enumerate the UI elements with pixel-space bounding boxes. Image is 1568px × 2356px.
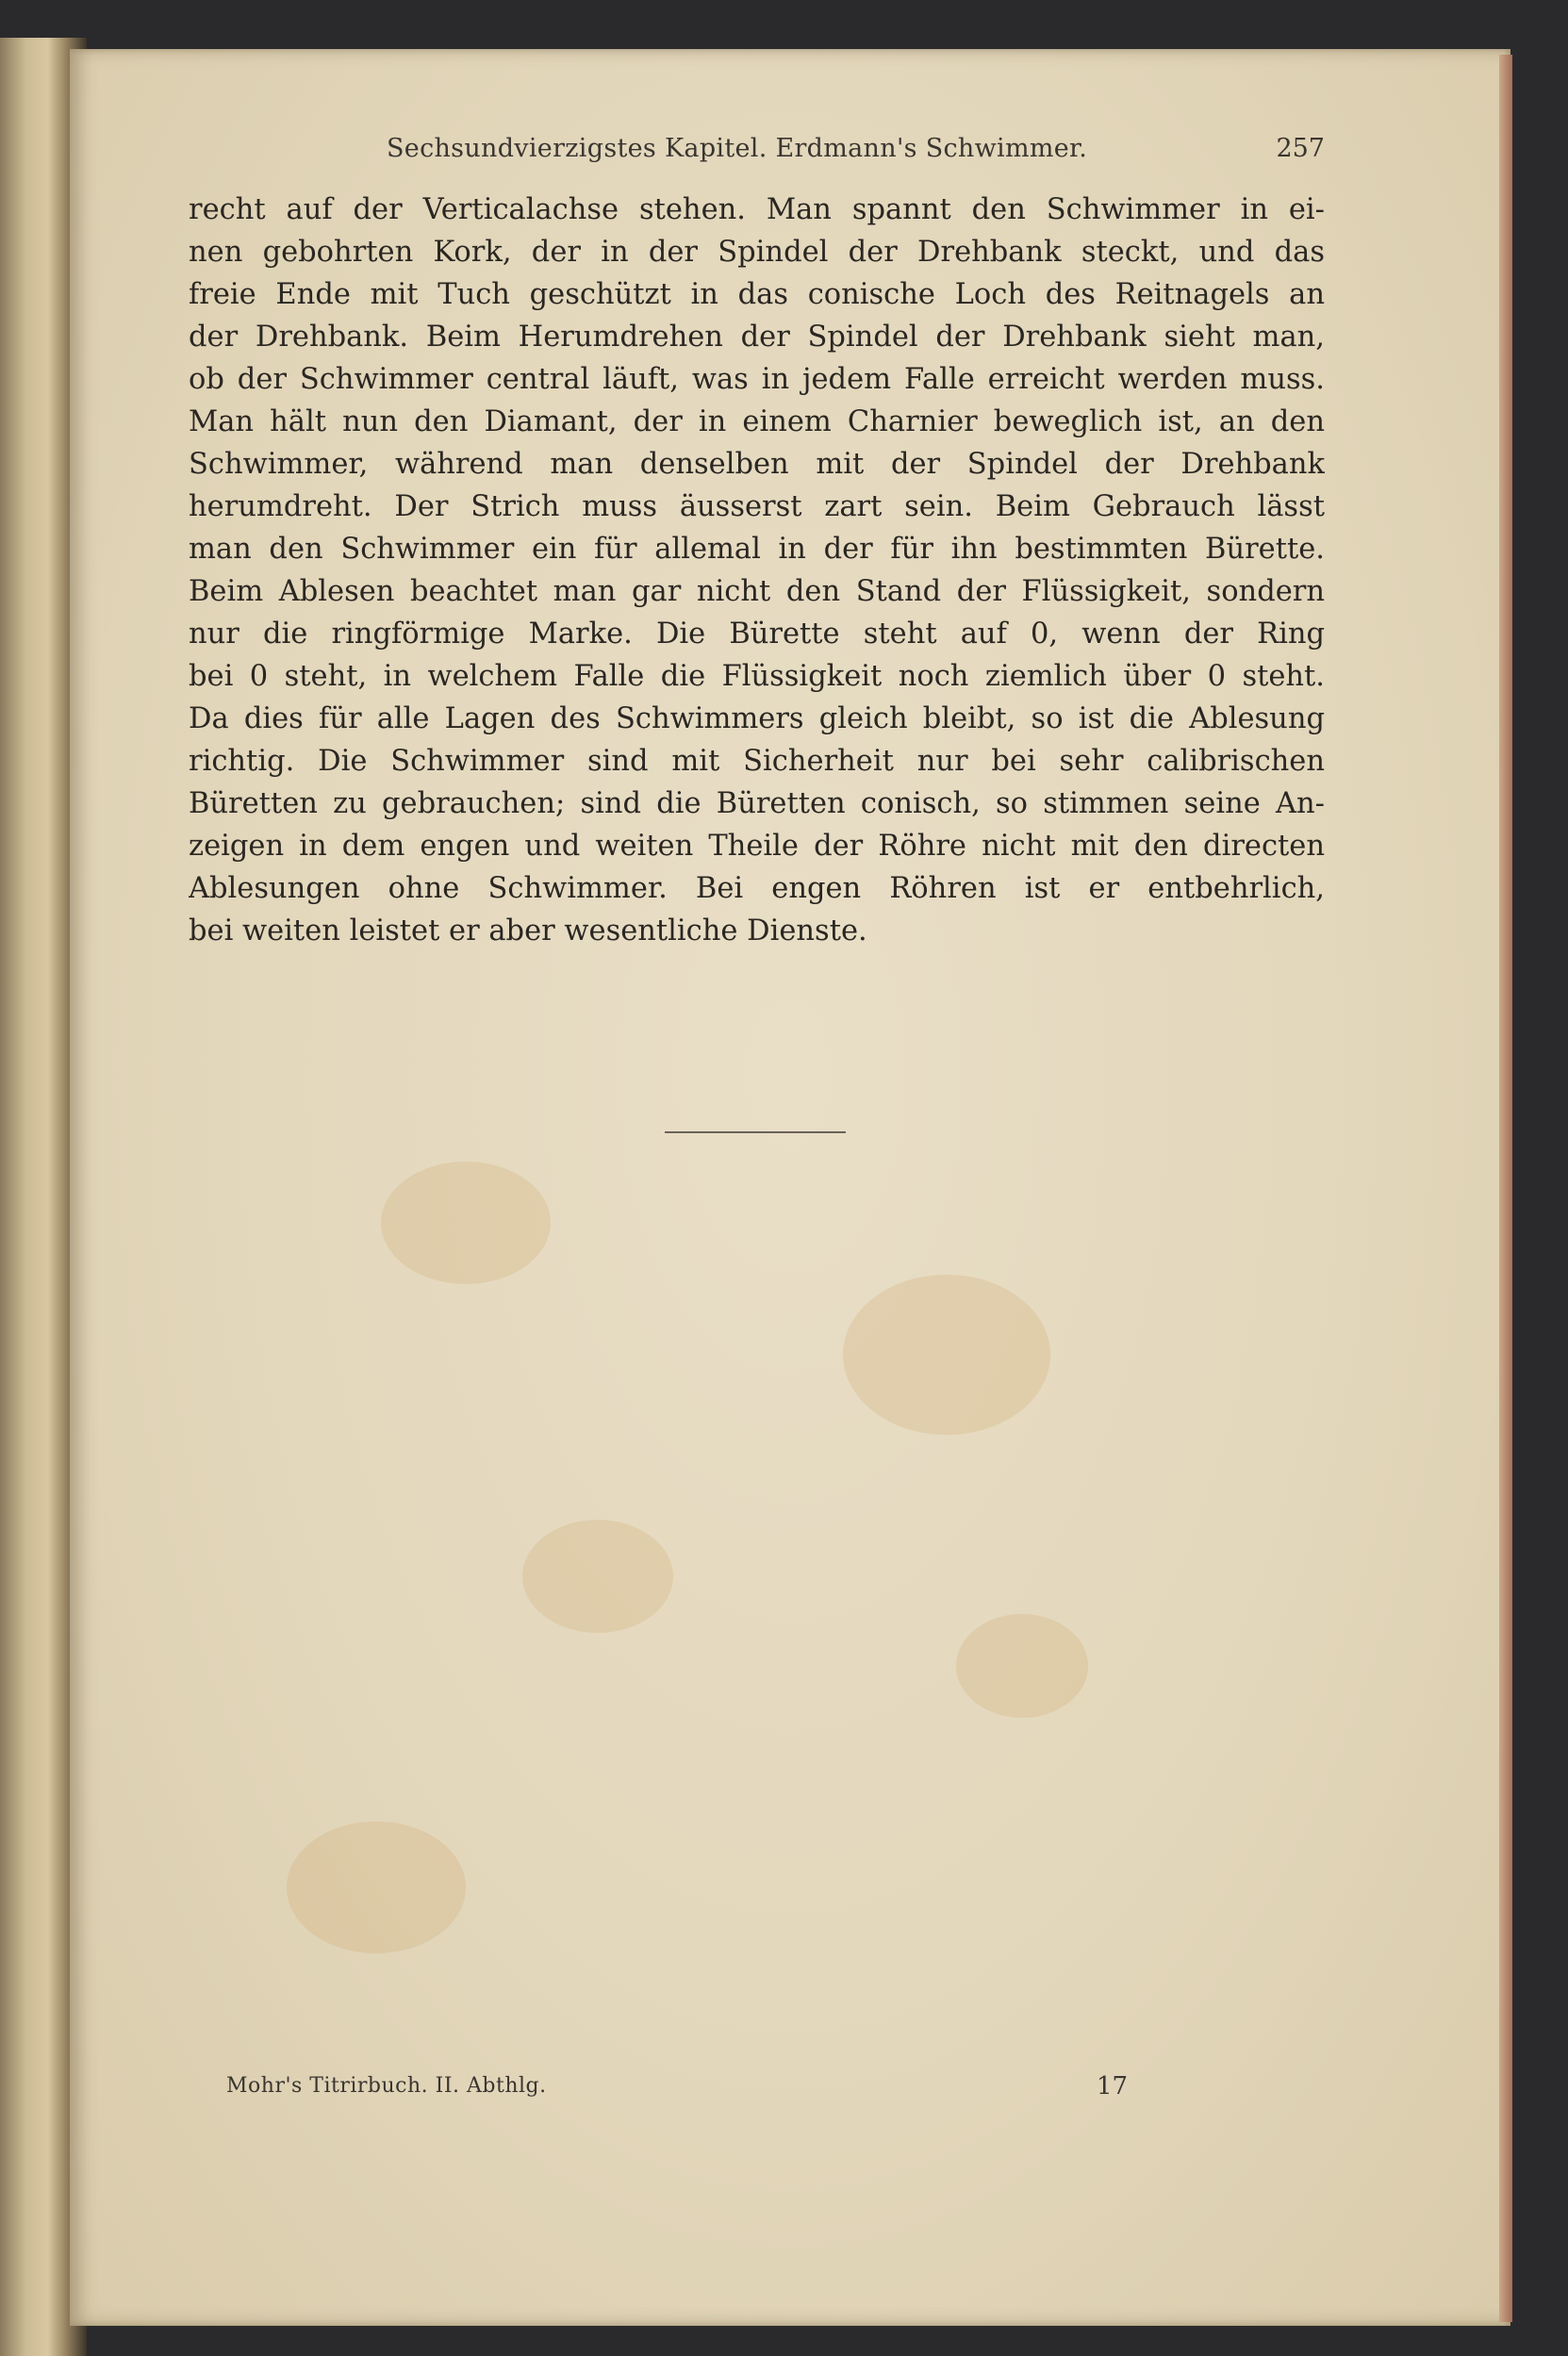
foxing-stain bbox=[287, 1821, 466, 1953]
text-line: freie Ende mit Tuch geschützt in das conische Loch des Reitnagels an bbox=[189, 278, 1325, 311]
foxing-stain bbox=[522, 1520, 673, 1633]
text-line: nen gebohrten Kork, der in der Spindel der Drehbank steckt, und das bbox=[189, 236, 1325, 269]
text-line: Beim Ablesen beachtet man gar nicht den Stand der Flüssigkeit, sondern bbox=[189, 575, 1325, 608]
text-line: der Drehbank. Beim Herumdrehen der Spindel der Drehbank sieht man, bbox=[189, 321, 1325, 354]
text-line: Büretten zu gebrauchen; sind die Büretten conisch, so stimmen seine An- bbox=[189, 787, 1325, 820]
text-line: Man hält nun den Diamant, der in einem Charnier beweglich ist, an den bbox=[189, 405, 1325, 438]
running-head-title: Sechsundvierzigstes Kapitel. Erdmann's Schwimmer. bbox=[387, 134, 1088, 163]
text-line: man den Schwimmer ein für allemal in der für ihn bestimmten Bürette. bbox=[189, 533, 1325, 566]
text-line-last: bei weiten leistet er aber wesentliche Dienste. bbox=[189, 914, 867, 947]
printer-signature: Mohr's Titrirbuch. II. Abthlg. bbox=[226, 2074, 547, 2098]
text-line: bei 0 steht, in welchem Falle die Flüssigkeit noch ziemlich über 0 steht. bbox=[189, 660, 1325, 693]
text-line: Da dies für alle Lagen des Schwimmers gleich bleibt, so ist die Ablesung bbox=[189, 702, 1325, 735]
text-line: ob der Schwimmer central läuft, was in jedem Falle erreicht werden muss. bbox=[189, 363, 1325, 396]
text-line: herumdreht. Der Strich muss äusserst zart sein. Beim Gebrauch lässt bbox=[189, 490, 1325, 523]
text-line: nur die ringförmige Marke. Die Bürette steht auf 0, wenn der Ring bbox=[189, 618, 1325, 651]
text-line: Ablesungen ohne Schwimmer. Bei engen Röhren ist er entbehrlich, bbox=[189, 872, 1325, 905]
foxing-stain bbox=[956, 1614, 1088, 1718]
body-text bbox=[189, 189, 1325, 952]
text-line: Schwimmer, während man denselben mit der Spindel der Drehbank bbox=[189, 448, 1325, 481]
sheet-number: 17 bbox=[1097, 2072, 1129, 2101]
page-number: 257 bbox=[1276, 134, 1325, 163]
text-line: richtig. Die Schwimmer sind mit Sicherheit nur bei sehr calibrischen bbox=[189, 745, 1325, 778]
running-head bbox=[189, 134, 1325, 172]
section-divider-rule bbox=[665, 1131, 846, 1133]
foxing-stain bbox=[843, 1275, 1050, 1435]
page-right-edge bbox=[1499, 55, 1512, 2322]
text-line: zeigen in dem engen und weiten Theile der Röhre nicht mit den directen bbox=[189, 830, 1325, 863]
foxing-stain bbox=[381, 1162, 551, 1284]
text-line: recht auf der Verticalachse stehen. Man spannt den Schwimmer in ei- bbox=[189, 193, 1325, 226]
